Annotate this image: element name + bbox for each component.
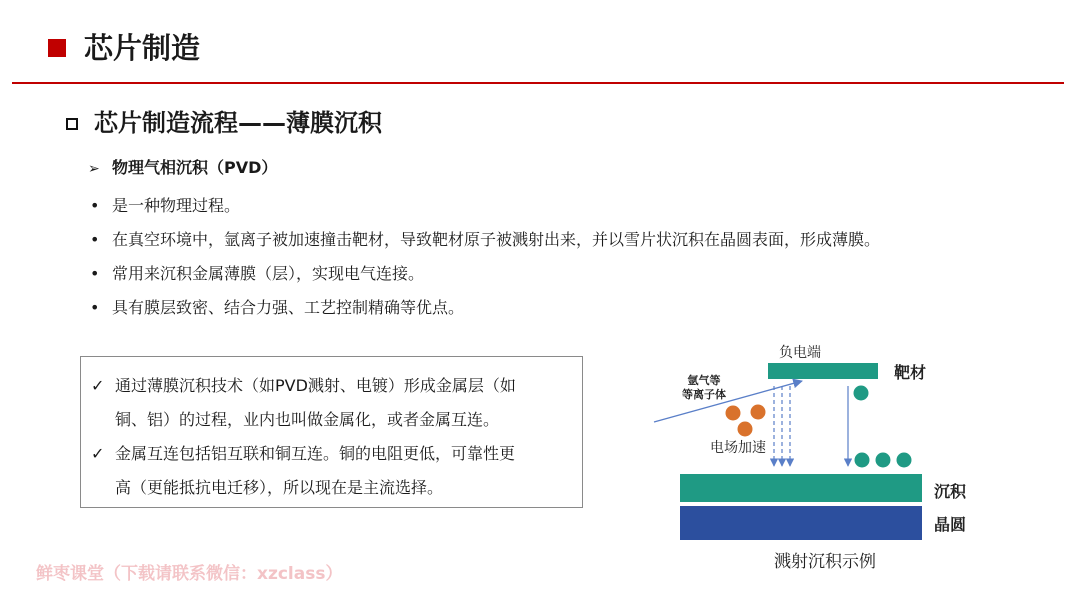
- section-title: 芯片制造流程——薄膜沉积: [94, 109, 382, 137]
- argon-label-line: 氩气等: [687, 374, 721, 387]
- list-item: [90, 291, 880, 325]
- check-icon: ✓: [91, 444, 105, 463]
- title-divider: [12, 82, 1064, 84]
- wafer-layer: [680, 506, 922, 540]
- list-item: [90, 223, 880, 257]
- watermark: 鲜枣课堂（下载请联系微信：xzclass）: [36, 564, 343, 584]
- deposition-layer: [680, 474, 922, 502]
- target-atom: [854, 386, 869, 401]
- bullet-dot: •: [90, 264, 100, 283]
- bullet-dot: •: [90, 230, 100, 249]
- argon-label-line: 等离子体: [682, 388, 726, 401]
- target-label: 靶材: [894, 363, 927, 382]
- page-title: 芯片制造: [84, 31, 201, 65]
- info-line: 金属互连包括铝互联和铜互连。铜的电阻更低，可靠性更: [115, 444, 516, 463]
- argon-ion: [726, 406, 741, 421]
- field-acceleration-label: 电场加速: [710, 440, 766, 456]
- target-atom: [855, 453, 870, 468]
- pvd-bullet-list: [90, 189, 880, 325]
- diagram-caption: 溅射沉积示例: [774, 552, 876, 572]
- argon-ion: [738, 422, 753, 437]
- pvd-heading: 物理气相沉积（PVD）: [112, 158, 278, 177]
- info-line: 高（更能抵抗电迁移），所以现在是主流选择。: [115, 478, 444, 497]
- bullet-text: 具有膜层致密、结合力强、工艺控制精确等优点。: [112, 298, 465, 317]
- arrow-bullet-icon: ➢: [88, 161, 100, 177]
- bullet-dot: •: [90, 298, 100, 317]
- bullet-text: 常用来沉积金属薄膜（层），实现电气连接。: [112, 264, 425, 283]
- target-atom: [876, 453, 891, 468]
- metallization-info-box: [80, 356, 583, 508]
- info-item: [91, 437, 571, 505]
- info-line: 铜、铝）的过程，业内也叫做金属化，或者金属互连。: [115, 410, 500, 429]
- info-line: 通过薄膜沉积技术（如PVD溅射、电镀）形成金属层（如: [115, 376, 516, 395]
- sputtering-diagram: [640, 336, 980, 586]
- list-item: [90, 257, 880, 291]
- title-marker-square: [48, 39, 66, 57]
- target-plate: [768, 363, 878, 379]
- bullet-dot: •: [90, 196, 100, 215]
- negative-terminal-label: 负电端: [779, 345, 821, 361]
- section-bullet-square: [66, 118, 78, 130]
- wafer-label: 晶圆: [934, 515, 967, 534]
- argon-ion: [751, 405, 766, 420]
- target-atom: [897, 453, 912, 468]
- bullet-text: 在真空环境中，氩离子被加速撞击靶材，导致靶材原子被溅射出来，并以雪片状沉积在晶圆表面，形成薄膜。: [112, 230, 881, 249]
- info-item: [91, 369, 571, 437]
- list-item: [90, 189, 880, 223]
- check-icon: ✓: [91, 376, 105, 395]
- argon-plasma-label: [682, 374, 726, 402]
- bullet-text: 是一种物理过程。: [112, 196, 241, 215]
- deposition-label: 沉积: [934, 482, 967, 501]
